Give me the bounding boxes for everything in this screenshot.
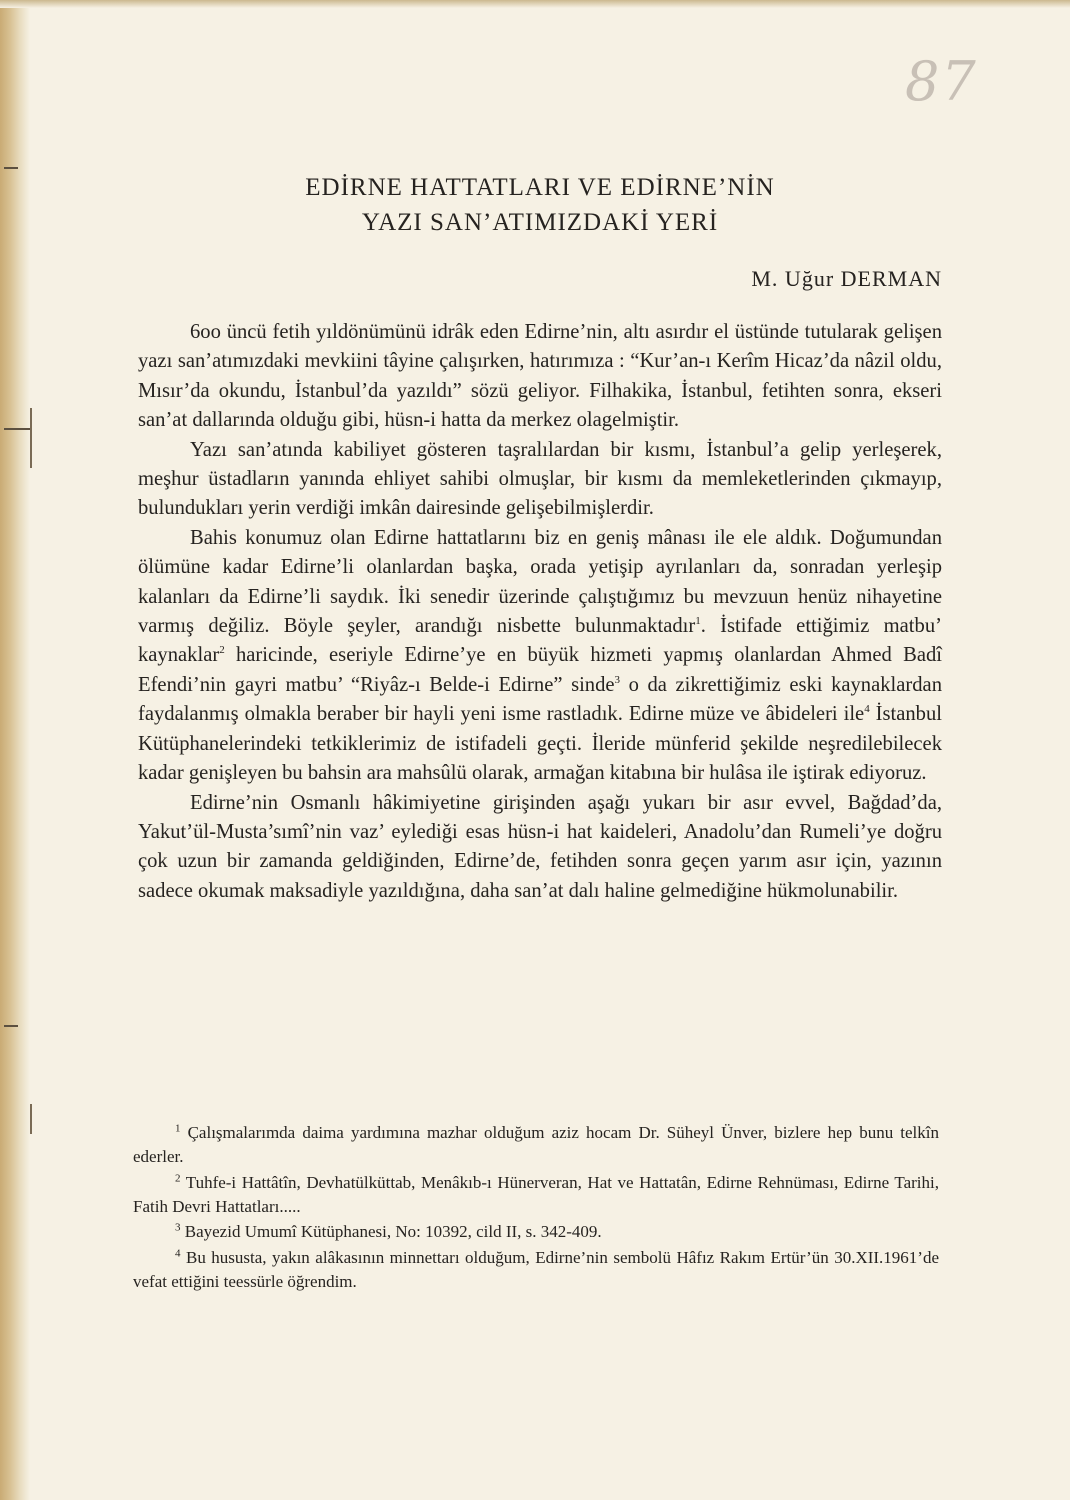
paragraph-4: Edirne’nin Osmanlı hâkimiyetine girişinden aşağı yukarı bir asır evvel, Bağdad’da, Yakut’ül-Musta’sımî’nin vaz’ eylediği esas hüsn-i hat kaideleri, Anadolu’dan Rumeli’ye doğru çok uzun bir zamanda geldiğinden, Edirne’de, fetihden sonra geçen yarım asır için, yazının sadece okumak maksadiyle yazıldığına, daha san’at dalı haline gelmediğine hükmolunabilir. bbox=[138, 791, 942, 902]
margin-page-number: 87 bbox=[905, 50, 978, 113]
footnote-number: 4 bbox=[175, 1246, 181, 1259]
paragraph-3-text: haricinde, eseriyle Edirne’ye en büyük hizmeti yapmış olanlardan Ahmed Badî Efendi’nin gayri matbu’ “Riyâz-ı Belde-i Edirne” sinde bbox=[138, 644, 942, 696]
title-line-1: EDİRNE HATTATLARI VE EDİRNE’NİN bbox=[305, 174, 775, 201]
paragraph-3 bbox=[138, 524, 942, 789]
footnotes bbox=[133, 1121, 939, 1295]
footnote-1 bbox=[133, 1121, 939, 1169]
paragraph-3-text: . İstifade ettiğimiz matbu’ kaynaklar bbox=[138, 615, 942, 667]
footnote-2 bbox=[133, 1171, 939, 1219]
footnote-text: Bu hususta, yakın alâkasının minnettarı olduğum, Edirne’nin sembolü Hâfız Rakım Ertür’ün 30.XII.1961’de vefat ettiğini teessürle öğrendim. bbox=[133, 1247, 939, 1291]
margin-mark bbox=[30, 1104, 32, 1134]
paragraph-1: 6oo üncü fetih yıldönümünü idrâk eden Edirne’nin, altı asırdır el üstünde tutularak gelişen yazı san’atımızdaki mevkiini tâyine çalışırken, hatırımıza : “Kur’an-ı Kerîm Hicaz’da nâzil oldu, Mısır’da okundu, İstanbul’da yazıldı” sözü geliyor. Filhakika, İstanbul, fetihten sonra, ekseri san’at dallarında olduğu gibi, hüsn-i hatta da merkez olagelmiştir. bbox=[138, 321, 942, 432]
footnote-ref-1: 1 bbox=[695, 615, 701, 628]
margin-mark bbox=[4, 1025, 18, 1027]
footnote-number: 2 bbox=[175, 1171, 181, 1184]
margin-mark bbox=[4, 428, 30, 430]
footnote-ref-2: 2 bbox=[219, 644, 225, 657]
footnote-3 bbox=[133, 1220, 939, 1244]
footnote-ref-4: 4 bbox=[864, 703, 870, 716]
paragraph-3-text: Bahis konumuz olan Edirne hattatlarını biz en geniş mânası ile ele aldık. Doğumundan ölümüne kadar Edirne’li olanlardan başka, orada yetişip ayrılanları da, sonradan yerleşip kalanları da Edirne’li saydık. İki senedir üzerinde çalıştığımız bu mevzuun henüz nihayetine varmış değiliz. Böyle şeyler, arandığı nisbette bulunmaktadır bbox=[138, 526, 942, 638]
margin-mark bbox=[30, 408, 32, 468]
footnote-4 bbox=[133, 1246, 939, 1294]
footnote-number: 1 bbox=[175, 1122, 181, 1135]
paragraph-2: Yazı san’atında kabiliyet gösteren taşralılardan bir kısmı, İstanbul’a gelip yerleşerek, meşhur üstadların yanında ehliyet sahibi olmuşlar, bir kısmı da memleketlerinden çıkmayıp, bulundukları yerin verdiği imkân dairesinde gelişebilmişlerdir. bbox=[138, 438, 942, 520]
article-body bbox=[138, 318, 942, 906]
footnote-text: Tuhfe-i Hattâtîn, Devhatülküttab, Menâkıb-ı Hünerveran, Hat ve Hattatân, Edirne Rehnüması, Edirne Tarihi, Fatih Devri Hattatları..... bbox=[133, 1172, 939, 1216]
title-line-2: YAZI SAN’ATIMIZDAKİ YERİ bbox=[361, 209, 719, 236]
footnote-ref-3: 3 bbox=[614, 674, 621, 687]
page-left-edge bbox=[0, 0, 30, 1500]
footnote-number: 3 bbox=[175, 1221, 181, 1234]
paragraph-3-text: İstanbul Kütüphanelerindeki tetkiklerimiz de istifadeli geçti. İleride münferid şekilde neşredilebilecek kadar genişleyen bu bahsin ara mahsûlü olarak, armağan kitabına bir hulâsa ile iştirak ediyoruz. bbox=[138, 703, 942, 785]
margin-mark bbox=[4, 167, 18, 169]
footnote-text: Çalışmalarımda daima yardımına mazhar olduğum aziz hocam Dr. Süheyl Ünver, bizlere hep bunu telkîn ederler. bbox=[133, 1123, 940, 1166]
paragraph-3-text: o da zikrettiğimiz eski kaynaklardan faydalanmış olmakla beraber bir hayli yeni isme rastladık. Edirne müze ve âbideleri ile bbox=[138, 673, 942, 726]
page-title bbox=[140, 170, 940, 240]
page-top-edge bbox=[0, 0, 1070, 8]
footnote-text: Bayezid Umumî Kütüphanesi, No: 10392, cild II, s. 342-409. bbox=[184, 1222, 602, 1241]
author: M. Uğur DERMAN bbox=[751, 266, 942, 291]
